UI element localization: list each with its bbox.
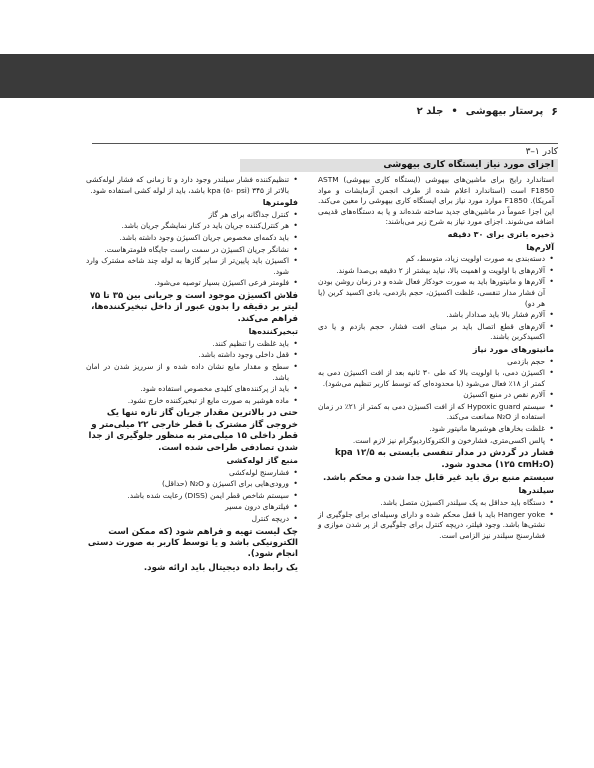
list-item: • آلارم نقص در منبع اکسیژن — [318, 390, 554, 401]
list-item: • دستگاه باید حداقل به یک سیلندر اکسیژن متصل باشد. — [318, 498, 554, 509]
list-item: • ورودی‌هایی برای اکسیژن و N₂O (حداقل) — [86, 479, 298, 490]
alarms-list — [318, 254, 554, 343]
list-item: • دریچه کنترل — [86, 514, 298, 525]
alarms-heading: آلارم‌ها — [526, 242, 554, 252]
list-item: • آلارم‌ها و مانیتورها باید به صورت خودکار فعال شده و در زمان روشن بودن آن فشار مدار تنفسی، غلظت اکسیژن، حجم بازدمی، بادی اکسید کربن (یا هر دو) — [318, 277, 554, 309]
digital-interface-text: یک رابط داده دیجیتال باید ارائه شود. — [143, 562, 298, 573]
list-item: • باید از پرکننده‌های کلیدی مخصوص استفاده شود. — [86, 384, 298, 395]
flowmeters-heading: فلومترها — [262, 198, 298, 208]
flush-text: فلاش اکسیژن موجود است و جریانی بین ۳۵ تا ۷۵ لیتر بر دقیقه را بدون عبور از داخل تبخیرکننده‌ها، فراهم می‌کند. — [89, 290, 298, 324]
box-top-rule — [92, 143, 558, 144]
volume-label: جلد ۲ — [416, 105, 444, 117]
list-item: • آلارم‌های با اولویت و اهمیت بالا، نباید بیشتر از ۲ دقیقه بی‌صدا شوند. — [318, 266, 554, 277]
pipeline-source-list — [86, 468, 298, 525]
list-item: • تنظیم‌کننده فشار سیلندر وجود دارد و تا زمانی که فشار لوله‌کشی بالاتر از ۳۴۵ kpa (۵۰ psi) باشد، باید از لوله کشی استفاده شود. — [86, 175, 298, 196]
box-title: اجزای مورد نیاز ایستگاه کاری بیهوشی — [240, 159, 558, 172]
list-item: • سیستم شاخص قطر ایمن (DISS) رعایت شده باشد. — [86, 491, 298, 502]
header-separator: • — [451, 105, 458, 117]
list-item: • حجم بازدمی — [318, 357, 554, 368]
cylinders-list — [318, 498, 554, 541]
battery-heading: ذخیره باتری برای ۳۰ دقیقه — [447, 229, 554, 239]
regulators-list — [86, 175, 298, 196]
list-item: • آلارم‌های قطع اتصال باید بر مبنای افت فشار، حجم بازدم و یا دی اکسیدکربن باشند. — [318, 322, 554, 343]
list-item: • آلارم فشار بالا باید صدادار باشد. — [318, 310, 554, 321]
fresh-gas-outlet-text: حتی در بالاترین مقدار جریان گاز تازه تنها یک خروجی گاز مشترک با قطر خارجی ۲۲ میلی‌متر و قطر داخلی ۱۵ میلی‌متر به منظور جلوگیری از جدا شدن تصادفی طراحی شده است. — [88, 408, 298, 453]
top-band — [0, 54, 594, 98]
list-item: • Hanger yoke باید با قفل محکم شده و دارای وسیله‌ای برای جلوگیری از نشتی‌ها باشد. وجود فیلتر، دریچه کنترل برای جلوگیری از پر شدن موازی و فشارسنج سیلندر نیز الزامی است. — [318, 510, 554, 542]
list-item: • اکسیژن باید پایین‌تر از سایر گازها به لوله چند شاخه مشترک وارد شود. — [86, 256, 298, 277]
list-item: • کنترل جداگانه برای هر گاز — [86, 210, 298, 221]
checklist-text: چک لیست تهیه و فراهم شود (که ممکن است الکترونیکی باشد و یا توسط کاربر به صورت دستی انجام شود). — [87, 526, 298, 560]
pressure-text: فشار در گردش در مدار تنفسی بایستی به ۱۲/۵ kpa (۱۲۵ cmH₂O) محدود شود. — [335, 448, 554, 470]
power-system-text: سیستم منبع برق باید غیر قابل جدا شدن و محکم باشد. — [322, 473, 554, 484]
page-number: ۶ — [551, 104, 558, 118]
pipeline-source-heading: منبع گاز لوله‌کشی — [226, 455, 298, 465]
list-item: • فلومتر فرعی اکسیژن بسیار توصیه می‌شود. — [86, 278, 298, 289]
right-column — [318, 175, 554, 542]
list-item: • سیستم Hypoxic guard که از افت اکسیژن دمی به کمتر از ۲۱٪ در زمان استفاده از N₂O ممانعت می‌کند. — [318, 402, 554, 423]
flowmeters-list — [86, 210, 298, 289]
list-item: • پالس اکسی‌متری، فشارخون و الکتروکاردیوگرام نیز لازم است. — [318, 436, 554, 447]
list-item: • غلظت بخارهای هوشبرها مانیتور شود. — [318, 424, 554, 435]
list-item: • دسته‌بندی به صورت اولویت زیاد، متوسط، کم — [318, 254, 554, 265]
intro-paragraph: استاندارد رایج برای ماشین‌های بیهوشی (ایستگاه کاری بیهوشی) ASTM F1850 است (استاندارد اعلام شده از طرف انجمن آزمایشات و مواد آمریکا). F1850 موارد مورد نیاز برای ایستگاه کاری بیهوشی را معین می‌کند. این اجزا عموماً در ماشین‌های جدید ساخته شده‌اند و یا به دستگاه‌های قدیمی اضافه می‌شوند. اجزای مورد نیاز به شرح زیر می‌باشند: — [318, 175, 554, 227]
vaporizers-list — [86, 339, 298, 407]
cylinders-heading: سیلندرها — [518, 486, 554, 496]
list-item: • فشارسنج لوله‌کشی — [86, 468, 298, 479]
list-item: • سطح و مقدار مایع نشان داده شده و از سرریز شدن در امان باشد. — [86, 362, 298, 383]
list-item: • باید غلظت را تنظیم کنند. — [86, 339, 298, 350]
box-label: کادر ۱–۳ — [525, 147, 558, 157]
list-item: • فیلترهای درون مسیر — [86, 502, 298, 513]
book-title: پرستار بیهوشی — [465, 105, 544, 117]
list-item: • قفل داخلی وجود داشته باشد. — [86, 350, 298, 361]
monitors-heading: مانیتورهای مورد نیاز — [472, 344, 554, 354]
list-item: • باید دکمه‌ای مخصوص جریان اکسیژن وجود داشته باشد. — [86, 233, 298, 244]
list-item: • اکسیژن دمی، با اولویت بالا که طی ۳۰ ثانیه بعد از افت اکسیژن دمی به کمتر از ۱۸٪ فعال می‌شود (با محدوده‌ای که توسط کاربر تنظیم می‌شود). — [318, 368, 554, 389]
list-item: • هر کنترل‌کننده جریان باید در کنار نمایشگر جریان باشد. — [86, 221, 298, 232]
list-item: • نشانگر جریان اکسیژن در سمت راست جایگاه فلومترهاست. — [86, 245, 298, 256]
running-head — [36, 104, 558, 118]
list-item: • ماده هوشبر به صورت مایع از تبخیرکننده خارج نشود. — [86, 396, 298, 407]
left-column — [86, 175, 298, 576]
monitors-list — [318, 357, 554, 447]
vaporizers-heading: تبخیرکننده‌ها — [248, 327, 298, 337]
